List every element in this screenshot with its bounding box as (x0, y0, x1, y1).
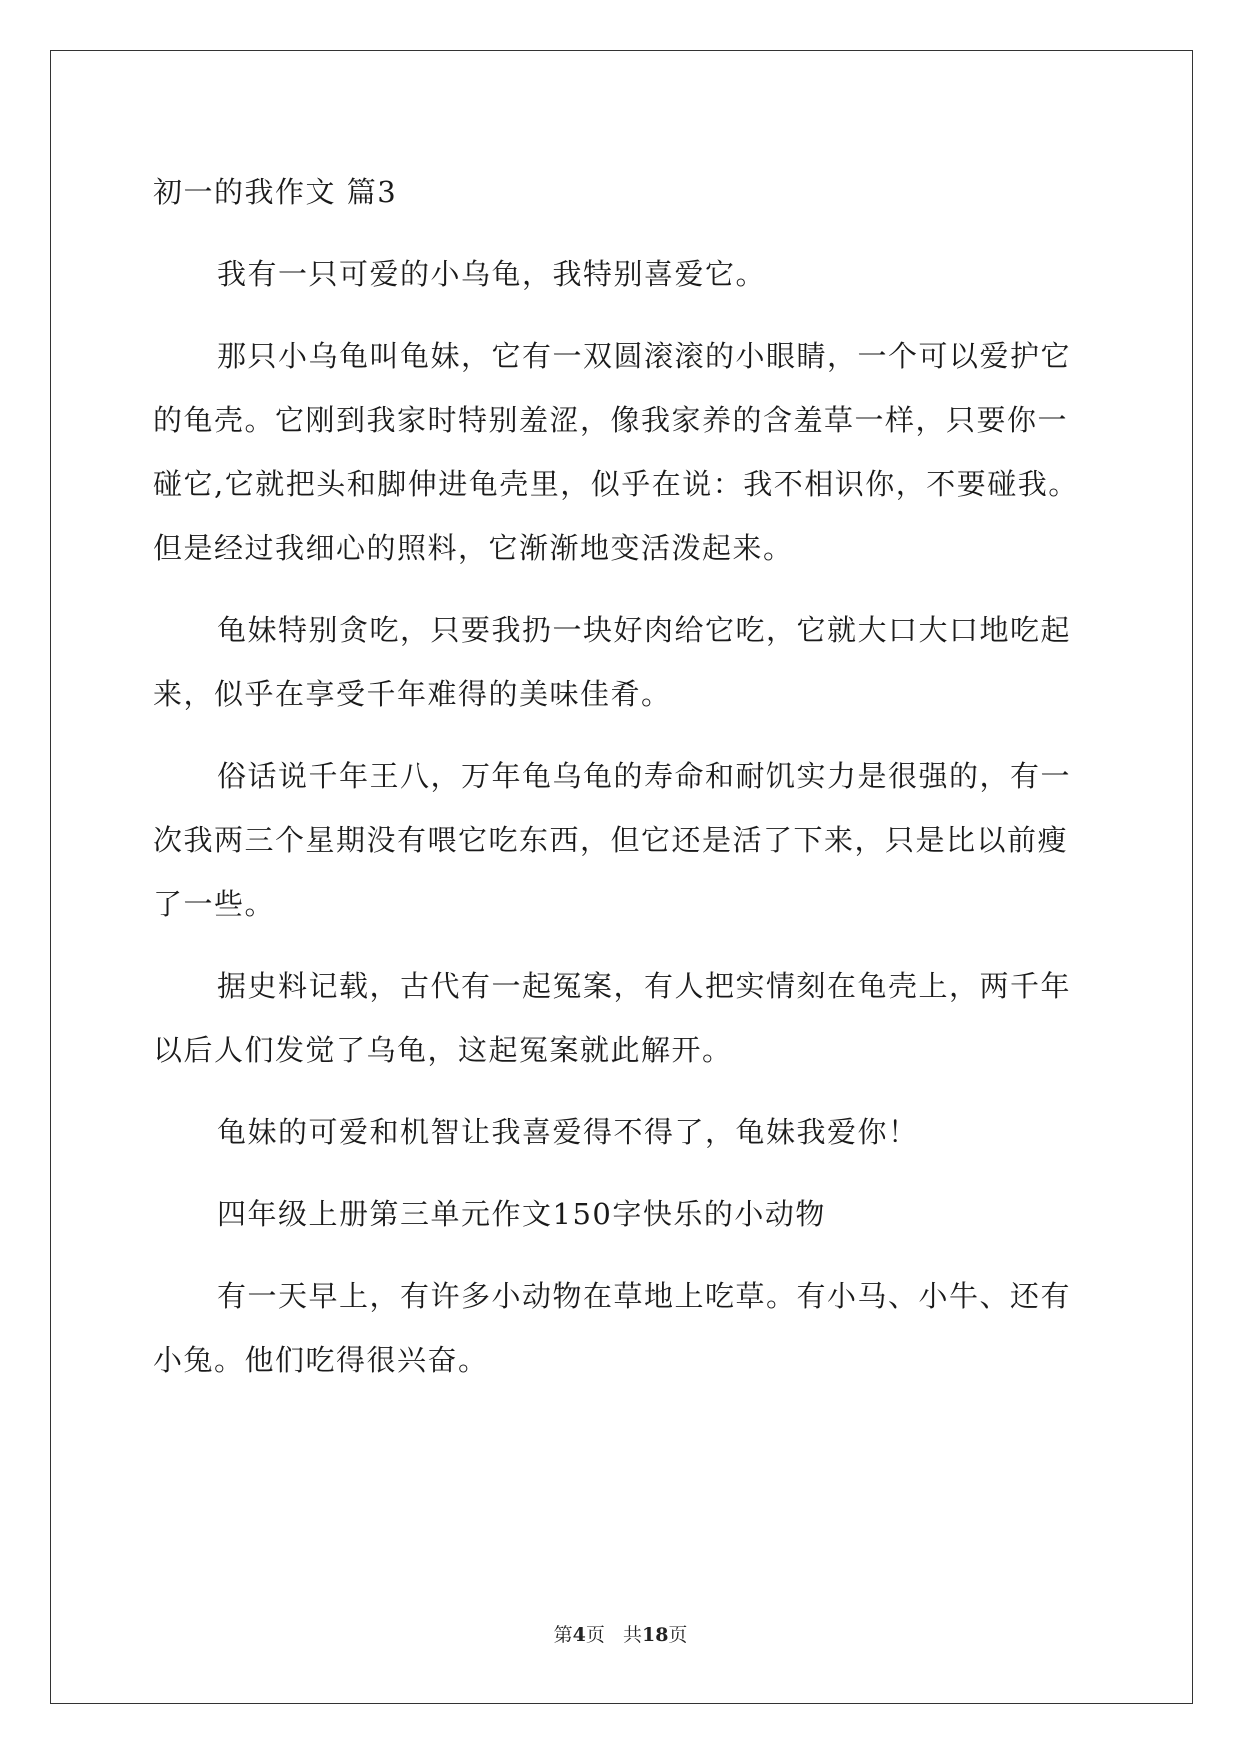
current-page-number: 4 (572, 1624, 586, 1646)
paragraph-line: 龟妹特别贪吃，只要我扔一块好肉给它吃，它就大口大口地吃起 (217, 613, 1072, 647)
paragraph-line: 但是经过我细心的照料，它渐渐地变活泼起来。 (153, 531, 794, 565)
paragraph-line: 据史料记载，古代有一起冤案，有人把实情刻在龟壳上，两千年 (217, 969, 1072, 1003)
paragraph-4 (153, 744, 1089, 936)
section-heading: 四年级上册第三单元作文150字快乐的小动物 (217, 1197, 826, 1231)
paragraph-line: 小兔。他们吃得很兴奋。 (153, 1343, 489, 1377)
paragraph-line: 碰它,它就把头和脚伸进龟壳里，似乎在说：我不相识你，不要碰我。 (153, 467, 1079, 501)
total-suffix: 页 (668, 1624, 688, 1646)
page-footer (0, 1620, 1241, 1647)
page-suffix: 页 (585, 1624, 605, 1646)
paragraph-2 (153, 324, 1089, 580)
page-prefix: 第 (553, 1624, 573, 1646)
paragraph-7 (153, 1182, 1089, 1246)
paragraph-line: 的龟壳。它刚到我家时特别羞涩，像我家养的含羞草一样，只要你一 (153, 403, 1069, 437)
paragraph-line: 那只小乌龟叫龟妹，它有一双圆滚滚的小眼睛，一个可以爱护它 (217, 339, 1072, 373)
paragraph-line: 来，似乎在享受千年难得的美味佳肴。 (153, 677, 672, 711)
paragraph-line: 龟妹的可爱和机智让我喜爱得不得了，龟妹我爱你！ (217, 1115, 919, 1149)
paragraph-line: 有一天早上，有许多小动物在草地上吃草。有小马、小牛、还有 (217, 1279, 1072, 1313)
paragraph-5 (153, 954, 1089, 1082)
total-prefix: 共 (622, 1624, 642, 1646)
total-page-count: 18 (641, 1624, 669, 1646)
document-title: 初一的我作文 篇3 (153, 175, 398, 209)
paragraph-line: 了一些。 (153, 887, 276, 921)
paragraph-line: 俗话说千年王八，万年龟乌龟的寿命和耐饥实力是很强的，有一 (217, 759, 1072, 793)
paragraph-line: 我有一只可爱的小乌龟，我特别喜爱它。 (217, 257, 767, 291)
document-body (153, 160, 1089, 1410)
paragraph-line: 次我两三个星期没有喂它吃东西，但它还是活了下来，只是比以前瘦 (153, 823, 1069, 857)
paragraph-6 (153, 1100, 1089, 1164)
paragraph-8 (153, 1264, 1089, 1392)
paragraph-line: 以后人们发觉了乌龟，这起冤案就此解开。 (153, 1033, 733, 1067)
paragraph-3 (153, 598, 1089, 726)
paragraph-1 (153, 242, 1089, 306)
